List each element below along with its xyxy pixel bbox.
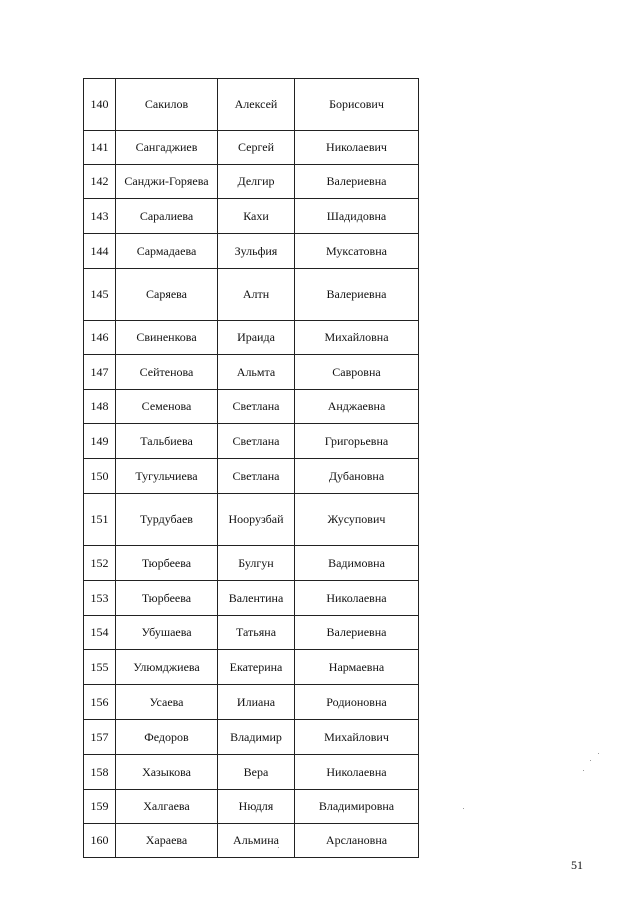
patronymic-cell: Нармаевна (295, 650, 419, 685)
surname-cell: Халгаева (116, 790, 218, 824)
row-number: 147 (84, 355, 116, 390)
table-row (84, 390, 419, 424)
first-name-cell: Вера (218, 755, 295, 790)
first-name-cell: Ираида (218, 321, 295, 355)
surname-cell: Улюмджиева (116, 650, 218, 685)
table-row (84, 234, 419, 269)
first-name-cell: Валентина (218, 581, 295, 616)
surname-cell: Тальбиева (116, 424, 218, 459)
row-number: 144 (84, 234, 116, 269)
surname-cell: Хазыкова (116, 755, 218, 790)
table-row (84, 424, 419, 459)
first-name-cell: Нюдля (218, 790, 295, 824)
patronymic-cell: Вадимовна (295, 546, 419, 581)
row-number: 141 (84, 131, 116, 165)
row-number: 155 (84, 650, 116, 685)
patronymic-cell: Николаевич (295, 131, 419, 165)
surname-cell: Санджи-Горяева (116, 165, 218, 199)
table-row (84, 269, 419, 321)
row-number: 158 (84, 755, 116, 790)
row-number: 160 (84, 824, 116, 858)
surname-cell: Сармадаева (116, 234, 218, 269)
first-name-cell: Светлана (218, 459, 295, 494)
first-name-cell: Светлана (218, 390, 295, 424)
row-number: 149 (84, 424, 116, 459)
surname-cell: Усаева (116, 685, 218, 720)
table-row (84, 131, 419, 165)
surname-cell: Свиненкова (116, 321, 218, 355)
table-row (84, 494, 419, 546)
first-name-cell: Кахи (218, 199, 295, 234)
table-row (84, 755, 419, 790)
surname-cell: Федоров (116, 720, 218, 755)
row-number: 148 (84, 390, 116, 424)
scan-speck (463, 808, 464, 809)
patronymic-cell: Муксатовна (295, 234, 419, 269)
first-name-cell: Булгун (218, 546, 295, 581)
roster-table (83, 78, 419, 858)
first-name-cell: Альмина (218, 824, 295, 858)
row-number: 159 (84, 790, 116, 824)
surname-cell: Тюрбеева (116, 581, 218, 616)
patronymic-cell: Савровна (295, 355, 419, 390)
patronymic-cell: Анджаевна (295, 390, 419, 424)
surname-cell: Сангаджиев (116, 131, 218, 165)
table-row (84, 650, 419, 685)
first-name-cell: Владимир (218, 720, 295, 755)
table-row (84, 459, 419, 494)
roster-table-body (84, 79, 419, 858)
patronymic-cell: Арслановна (295, 824, 419, 858)
first-name-cell: Зульфия (218, 234, 295, 269)
row-number: 151 (84, 494, 116, 546)
row-number: 153 (84, 581, 116, 616)
first-name-cell: Татьяна (218, 616, 295, 650)
table-row (84, 321, 419, 355)
scan-speck (590, 760, 591, 761)
surname-cell: Тугульчиева (116, 459, 218, 494)
patronymic-cell: Родионовна (295, 685, 419, 720)
patronymic-cell: Борисович (295, 79, 419, 131)
table-row (84, 581, 419, 616)
surname-cell: Убушаева (116, 616, 218, 650)
patronymic-cell: Валериевна (295, 616, 419, 650)
surname-cell: Сейтенова (116, 355, 218, 390)
patronymic-cell: Николаевна (295, 581, 419, 616)
first-name-cell: Делгир (218, 165, 295, 199)
patronymic-cell: Жусупович (295, 494, 419, 546)
patronymic-cell: Николаевна (295, 755, 419, 790)
patronymic-cell: Шадидовна (295, 199, 419, 234)
first-name-cell: Сергей (218, 131, 295, 165)
surname-cell: Саралиева (116, 199, 218, 234)
first-name-cell: Альмта (218, 355, 295, 390)
page-number: 51 (571, 858, 583, 872)
table-row (84, 79, 419, 131)
patronymic-cell: Михайловна (295, 321, 419, 355)
surname-cell: Семенова (116, 390, 218, 424)
scan-speck (583, 770, 584, 771)
first-name-cell: Светлана (218, 424, 295, 459)
first-name-cell: Алтн (218, 269, 295, 321)
table-row (84, 685, 419, 720)
scan-speck (598, 753, 599, 754)
table-row (84, 199, 419, 234)
patronymic-cell: Владимировна (295, 790, 419, 824)
table-row (84, 165, 419, 199)
row-number: 143 (84, 199, 116, 234)
table-row (84, 546, 419, 581)
patronymic-cell: Григорьевна (295, 424, 419, 459)
patronymic-cell: Валериевна (295, 269, 419, 321)
surname-cell: Саряева (116, 269, 218, 321)
row-number: 156 (84, 685, 116, 720)
surname-cell: Турдубаев (116, 494, 218, 546)
first-name-cell: Илиана (218, 685, 295, 720)
surname-cell: Сакилов (116, 79, 218, 131)
patronymic-cell: Дубановна (295, 459, 419, 494)
row-number: 145 (84, 269, 116, 321)
row-number: 157 (84, 720, 116, 755)
first-name-cell: Екатерина (218, 650, 295, 685)
scan-speck (278, 847, 279, 848)
surname-cell: Хараева (116, 824, 218, 858)
patronymic-cell: Михайлович (295, 720, 419, 755)
row-number: 152 (84, 546, 116, 581)
row-number: 146 (84, 321, 116, 355)
table-row (84, 790, 419, 824)
row-number: 142 (84, 165, 116, 199)
patronymic-cell: Валериевна (295, 165, 419, 199)
table-row (84, 355, 419, 390)
surname-cell: Тюрбеева (116, 546, 218, 581)
table-row (84, 824, 419, 858)
row-number: 150 (84, 459, 116, 494)
row-number: 140 (84, 79, 116, 131)
table-row (84, 720, 419, 755)
first-name-cell: Ноорузбай (218, 494, 295, 546)
first-name-cell: Алексей (218, 79, 295, 131)
row-number: 154 (84, 616, 116, 650)
table-row (84, 616, 419, 650)
